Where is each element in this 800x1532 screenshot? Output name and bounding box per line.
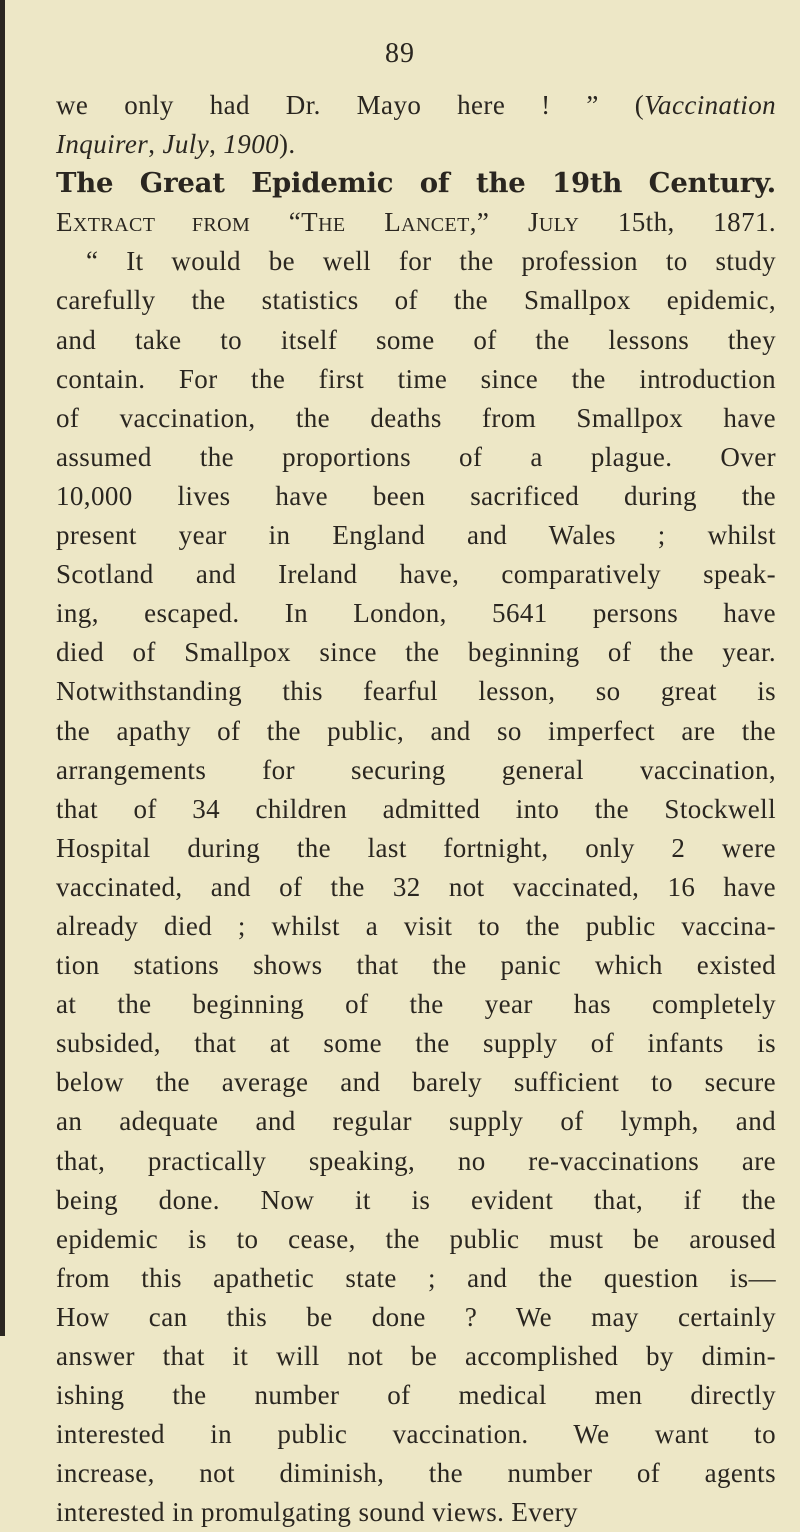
body-line: that of 34 children admitted into the Stockwell bbox=[56, 793, 776, 824]
body-line: contain. For the first time since the introduction bbox=[56, 363, 776, 394]
body-line: arrangements for securing general vaccination, bbox=[56, 754, 776, 785]
page-number: 89 bbox=[385, 38, 415, 69]
page-binding-edge bbox=[0, 0, 5, 1336]
body-line: died of Smallpox since the beginning of the year. bbox=[56, 637, 776, 668]
body-line: an adequate and regular supply of lymph, and bbox=[56, 1106, 776, 1137]
body-line: ishing the number of medical men directly bbox=[56, 1380, 776, 1411]
citation-source-part2: Inquirer bbox=[56, 129, 149, 160]
page-text bbox=[56, 86, 776, 1532]
extract-body bbox=[56, 242, 776, 1532]
body-line: “ It would be well for the profession to study bbox=[86, 246, 776, 277]
citation-year: 1900 bbox=[223, 129, 280, 160]
body-line: present year in England and Wales ; whilst bbox=[56, 520, 776, 551]
body-line: How can this be done ? We may certainly bbox=[56, 1301, 776, 1332]
body-line: Notwithstanding this fearful lesson, so great is bbox=[56, 676, 776, 707]
body-line: increase, not diminish, the number of agents bbox=[56, 1458, 776, 1489]
body-line: interested in public vaccination. We want to bbox=[56, 1419, 776, 1450]
body-line: Scotland and Ireland have, comparatively speak- bbox=[56, 559, 776, 590]
body-line: being done. Now it is evident that, if the bbox=[56, 1184, 776, 1215]
intro-line-1 bbox=[56, 86, 776, 125]
body-line: 10,000 lives have been sacrificed during the bbox=[56, 480, 776, 511]
citation-month: July bbox=[162, 129, 210, 160]
body-line: carefully the statistics of the Smallpox epidemic, bbox=[56, 285, 776, 316]
intro-line-2 bbox=[56, 125, 776, 164]
body-line: Hospital during the last fortnight, only 2 were bbox=[56, 832, 776, 863]
extract-source-line: EXTRACT FROM “THE LANCET,” JULY 15th, 1871. bbox=[56, 207, 777, 238]
body-line: ing, escaped. In London, 5641 persons have bbox=[56, 598, 776, 629]
body-line: vaccinated, and of the 32 not vaccinated, 16 have bbox=[56, 871, 776, 902]
citation-open: ( bbox=[634, 90, 645, 120]
intro-quote: we only had Dr. Mayo here ! ” bbox=[56, 90, 599, 120]
body-line: below the average and barely sufficient to secure bbox=[56, 1067, 776, 1098]
body-line: assumed the proportions of a plague. Over bbox=[56, 441, 776, 472]
citation-close: ). bbox=[279, 129, 296, 160]
body-line: interested in promulgating sound views. Every bbox=[56, 1497, 578, 1528]
citation-source-part1: Vaccination bbox=[644, 90, 777, 120]
section-heading: The Great Epidemic of the 19th Century. bbox=[56, 167, 776, 200]
body-line: from this apathetic state ; and the question is— bbox=[56, 1262, 776, 1293]
extract-date: 15th, 1871. bbox=[617, 207, 777, 238]
body-line: of vaccination, the deaths from Smallpox have bbox=[56, 402, 776, 433]
body-line: at the beginning of the year has completely bbox=[56, 989, 776, 1020]
body-line: subsided, that at some the supply of infants is bbox=[56, 1028, 776, 1059]
body-line: and take to itself some of the lessons they bbox=[56, 324, 776, 355]
body-line: answer that it will not be accomplished by dimin- bbox=[56, 1341, 776, 1371]
body-line: already died ; whilst a visit to the public vaccina- bbox=[56, 910, 776, 941]
citation-sep-2: , bbox=[209, 129, 217, 160]
body-line: tion stations shows that the panic which existed bbox=[56, 950, 776, 981]
body-line: the apathy of the public, and so imperfect are the bbox=[56, 715, 776, 746]
body-line: epidemic is to cease, the public must be aroused bbox=[56, 1223, 776, 1254]
body-line: that, practically speaking, no re-vaccinations are bbox=[56, 1145, 776, 1176]
citation-sep-1: , bbox=[148, 129, 156, 160]
